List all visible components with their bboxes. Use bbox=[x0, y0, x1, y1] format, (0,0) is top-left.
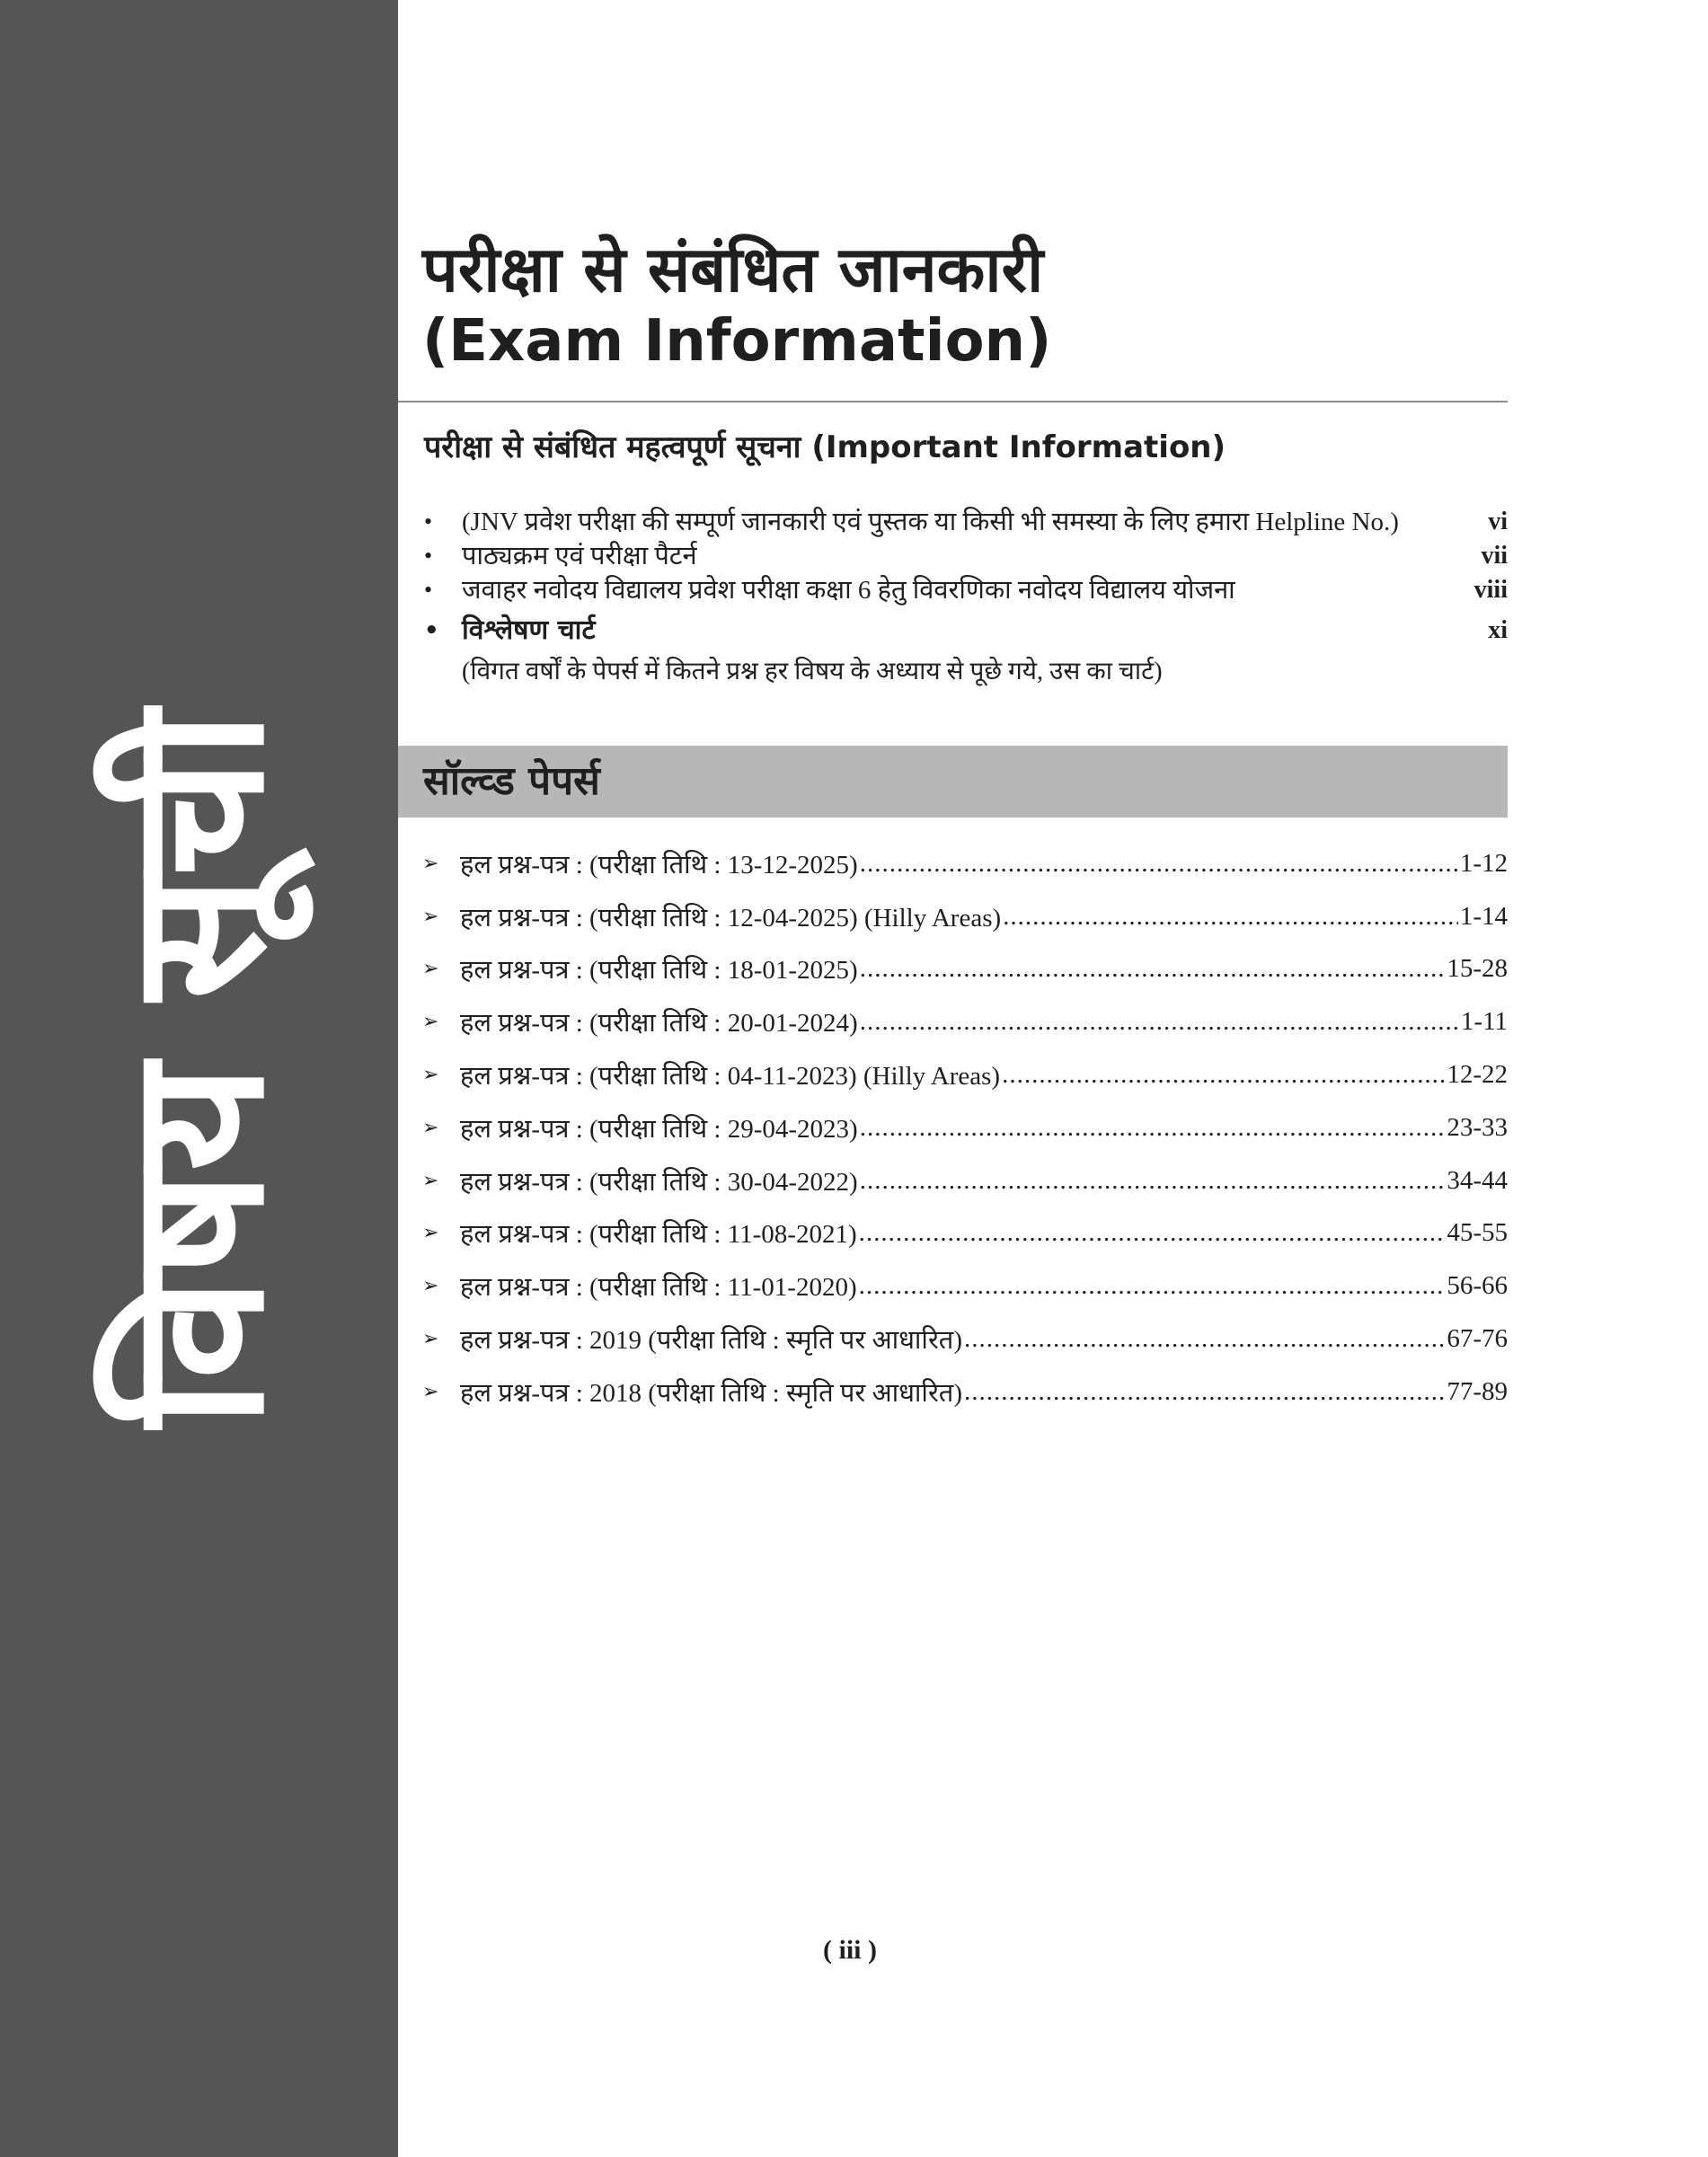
bullet-icon: • bbox=[424, 543, 433, 569]
toc-row-page: 67-76 bbox=[1447, 1324, 1508, 1354]
solved-papers-heading: सॉल्व्ड पेपर्स bbox=[423, 758, 600, 804]
dot-leader bbox=[1002, 1060, 1445, 1090]
info-item-text: विश्लेषण चार्ट bbox=[462, 614, 596, 646]
sidebar-panel bbox=[0, 0, 398, 2157]
dot-leader bbox=[859, 1218, 1446, 1248]
toc-row-label: हल प्रश्न-पत्र : (परीक्षा तिथि : 18-01-2025) bbox=[460, 956, 858, 986]
toc-row-page: 56-66 bbox=[1447, 1271, 1508, 1301]
toc-row-page: 1-12 bbox=[1459, 848, 1508, 878]
info-item-text: पाठ्यक्रम एवं परीक्षा पैटर्न bbox=[462, 542, 697, 570]
info-item[interactable] bbox=[422, 607, 1508, 654]
important-info-heading: परीक्षा से संबंधित महत्वपूर्ण सूचना (Important Information) bbox=[424, 429, 1226, 465]
toc-row-page: 1-14 bbox=[1459, 901, 1508, 931]
toc-row[interactable] bbox=[422, 1154, 1508, 1207]
toc-row-label: हल प्रश्न-पत्र : (परीक्षा तिथि : 04-11-2023) (Hilly Areas) bbox=[460, 1062, 1001, 1092]
bullet-icon: • bbox=[424, 508, 433, 535]
sidebar-title: विषय सूची bbox=[91, 711, 305, 1428]
solved-papers-band bbox=[398, 746, 1508, 818]
toc-row-label: हल प्रश्न-पत्र : (परीक्षा तिथि : 20-01-2024) bbox=[460, 1009, 858, 1039]
arrow-bullet-icon: ➢ bbox=[422, 1328, 439, 1351]
info-item-page: vi bbox=[1488, 508, 1508, 535]
toc-row[interactable] bbox=[422, 890, 1508, 943]
arrow-bullet-icon: ➢ bbox=[422, 958, 439, 981]
info-item-note bbox=[422, 654, 1508, 690]
dot-leader bbox=[860, 849, 1458, 879]
toc-row-label: हल प्रश्न-पत्र : 2018 (परीक्षा तिथि : स्मृति पर आधारित) bbox=[460, 1378, 962, 1408]
arrow-bullet-icon: ➢ bbox=[422, 905, 439, 928]
info-item[interactable] bbox=[422, 505, 1508, 539]
toc-row[interactable] bbox=[422, 1207, 1508, 1260]
page-number: ( iii ) bbox=[823, 1935, 877, 1965]
info-item-page: xi bbox=[1488, 616, 1508, 644]
dot-leader bbox=[860, 1113, 1446, 1143]
toc-row-page: 34-44 bbox=[1447, 1165, 1508, 1195]
arrow-bullet-icon: ➢ bbox=[422, 1116, 439, 1139]
arrow-bullet-icon: ➢ bbox=[422, 1222, 439, 1245]
dot-leader bbox=[964, 1377, 1445, 1407]
arrow-bullet-icon: ➢ bbox=[422, 852, 439, 875]
toc-row-page: 15-28 bbox=[1447, 954, 1508, 984]
toc-row-label: हल प्रश्न-पत्र : 2019 (परीक्षा तिथि : स्मृति पर आधारित) bbox=[460, 1326, 962, 1356]
toc-row-page: 45-55 bbox=[1447, 1218, 1508, 1248]
arrow-bullet-icon: ➢ bbox=[422, 1169, 439, 1192]
solved-papers-list bbox=[422, 837, 1508, 1419]
toc-row[interactable] bbox=[422, 1366, 1508, 1419]
toc-row-label: हल प्रश्न-पत्र : (परीक्षा तिथि : 30-04-2022) bbox=[460, 1167, 858, 1197]
arrow-bullet-icon: ➢ bbox=[422, 1275, 439, 1298]
toc-row-label: हल प्रश्न-पत्र : (परीक्षा तिथि : 11-08-2021) bbox=[460, 1220, 857, 1250]
toc-row[interactable] bbox=[422, 837, 1508, 890]
bullet-icon: • bbox=[424, 577, 433, 603]
important-info-list bbox=[422, 505, 1508, 690]
section-divider bbox=[398, 401, 1508, 402]
arrow-bullet-icon: ➢ bbox=[422, 1064, 439, 1087]
page-title-hindi: परीक्षा से संबंधित जानकारी bbox=[422, 233, 1044, 306]
toc-row[interactable] bbox=[422, 1048, 1508, 1101]
dot-leader bbox=[1003, 902, 1458, 932]
bullet-icon: • bbox=[424, 617, 439, 644]
info-item[interactable] bbox=[422, 539, 1508, 573]
toc-row-label: हल प्रश्न-पत्र : (परीक्षा तिथि : 12-04-2025) (Hilly Areas) bbox=[460, 903, 1002, 933]
toc-row[interactable] bbox=[422, 1313, 1508, 1366]
info-item-page: vii bbox=[1481, 542, 1508, 570]
info-note-text: (विगत वर्षों के पेपर्स में कितने प्रश्न हर विषय के अध्याय से पूछे गये, उस का चार्ट) bbox=[462, 658, 1163, 685]
toc-row-page: 12-22 bbox=[1447, 1060, 1508, 1090]
dot-leader bbox=[860, 1007, 1459, 1037]
dot-leader bbox=[859, 1271, 1446, 1301]
toc-row[interactable] bbox=[422, 1101, 1508, 1154]
dot-leader bbox=[860, 1166, 1446, 1196]
arrow-bullet-icon: ➢ bbox=[422, 1380, 439, 1403]
toc-row[interactable] bbox=[422, 943, 1508, 996]
info-item[interactable] bbox=[422, 573, 1508, 607]
page-title-english: (Exam Information) bbox=[422, 308, 1052, 375]
dot-leader bbox=[860, 954, 1446, 984]
toc-row[interactable] bbox=[422, 1260, 1508, 1313]
toc-row[interactable] bbox=[422, 995, 1508, 1048]
info-item-text: जवाहर नवोदय विद्यालय प्रवेश परीक्षा कक्षा 6 हेतु विवरणिका नवोदय विद्यालय योजना bbox=[462, 576, 1235, 605]
toc-row-label: हल प्रश्न-पत्र : (परीक्षा तिथि : 29-04-2023) bbox=[460, 1114, 858, 1144]
toc-row-page: 77-89 bbox=[1447, 1376, 1508, 1406]
dot-leader bbox=[964, 1324, 1445, 1354]
toc-row-page: 23-33 bbox=[1447, 1112, 1508, 1142]
arrow-bullet-icon: ➢ bbox=[422, 1011, 439, 1034]
toc-row-label: हल प्रश्न-पत्र : (परीक्षा तिथि : 13-12-2025) bbox=[460, 850, 858, 880]
toc-row-page: 1-11 bbox=[1460, 1007, 1508, 1037]
info-item-page: viii bbox=[1473, 576, 1508, 604]
info-item-text: (JNV प्रवेश परीक्षा की सम्पूर्ण जानकारी एवं पुस्तक या किसी भी समस्या के लिए हमारा Helpline No.) bbox=[462, 508, 1399, 536]
toc-row-label: हल प्रश्न-पत्र : (परीक्षा तिथि : 11-01-2020) bbox=[460, 1273, 857, 1303]
